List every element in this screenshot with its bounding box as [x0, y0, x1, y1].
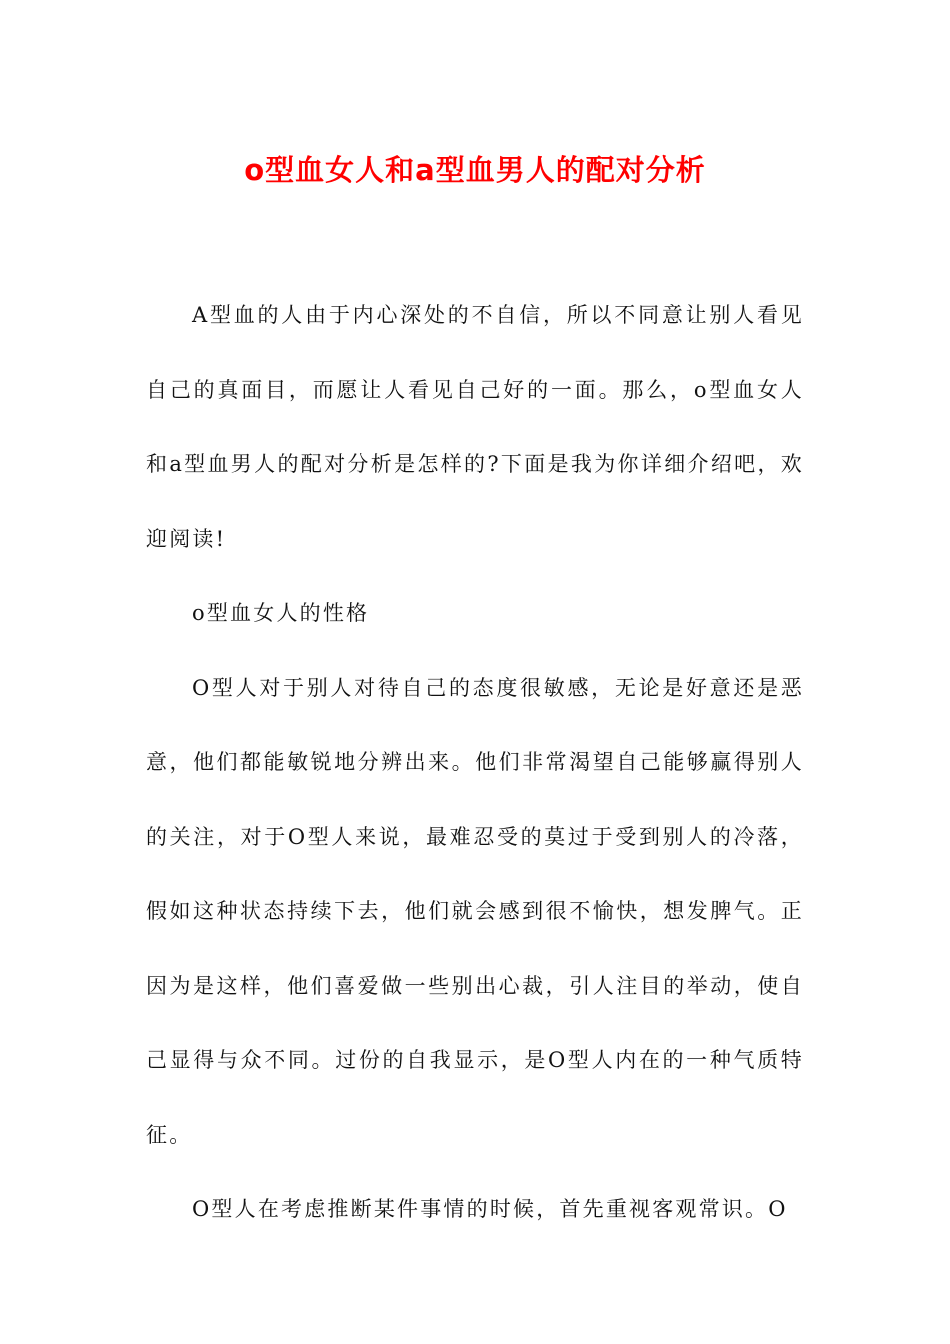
paragraph-intro: A型血的人由于内心深处的不自信，所以不同意让别人看见自己的真面目，而愿让人看见自己好的一面。那么，o型血女人和a型血男人的配对分析是怎样的?下面是我为你详细介绍吧，欢迎阅读!	[146, 303, 804, 551]
paragraph-o-type-sensitivity: O型人对于别人对待自己的态度很敏感，无论是好意还是恶意，他们都能敏锐地分辨出来。他们非常渴望自己能够赢得别人的关注，对于O型人来说，最难忍受的莫过于受到别人的冷落，假如这种状态持续下去，他们就会感到很不愉快，想发脾气。正因为是这样，他们喜爱做一些别出心裁，引人注目的举动，使自己显得与众不同。过份的自我显示，是O型人内在的一种气质特征。	[146, 675, 804, 1147]
paragraph-o-type-reasoning: O型人在考虑推断某件事情的时候，首先重视客观常识。O	[192, 1197, 788, 1221]
section-heading-o-type-woman: o型血女人的性格	[192, 601, 370, 625]
document-body	[146, 278, 804, 1247]
document-title: o型血女人和a型血男人的配对分析	[244, 153, 706, 187]
